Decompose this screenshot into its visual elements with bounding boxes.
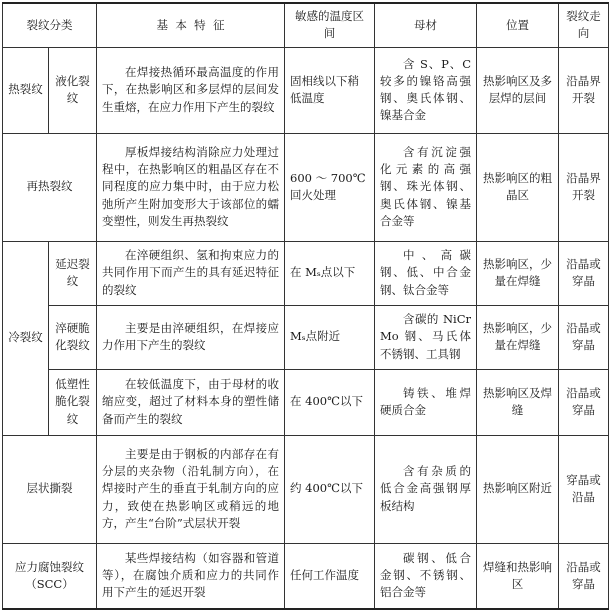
- header-classification: 裂纹分类: [3, 3, 97, 47]
- row-embrittle-crack: [3, 305, 609, 369]
- lamellar-tearing-location: 热影响区附近: [477, 435, 559, 543]
- row-hot-crack: [3, 47, 609, 133]
- lowplastic-crack-temperature: 在 400℃以下: [285, 369, 375, 435]
- embrittle-crack-temperature: Mₛ点附近: [285, 305, 375, 369]
- embrittle-crack-features: 主要是由淬硬组织，在焊接应力作用下产生的裂纹: [97, 305, 285, 369]
- scc-direction: 沿晶或穿晶: [559, 543, 609, 609]
- delayed-crack-direction: 沿晶或穿晶: [559, 241, 609, 305]
- lowplastic-crack-location: 热影响区及焊缝: [477, 369, 559, 435]
- header-location: 位置: [477, 3, 559, 47]
- reheat-crack-material: 含有沉淀强化元素的高强钢、珠光体钢、奥氏体钢、镍基合金等: [375, 133, 477, 241]
- reheat-crack-temperature: 600 ～ 700℃回火处理: [285, 133, 375, 241]
- lamellar-tearing-direction: 穿晶或沿晶: [559, 435, 609, 543]
- lowplastic-crack-material: 铸铁、堆焊硬质合金: [375, 369, 477, 435]
- header-material: 母材: [375, 3, 477, 47]
- delayed-crack-label: 延迟裂纹: [49, 241, 97, 305]
- hot-crack-group: 热裂纹: [3, 47, 49, 133]
- liquation-crack-label: 液化裂纹: [49, 47, 97, 133]
- cold-crack-group: 冷裂纹: [3, 241, 49, 435]
- row-reheat-crack: [3, 133, 609, 241]
- scc-location: 焊缝和热影响区: [477, 543, 559, 609]
- lowplastic-crack-features: 在较低温度下，由于母材的收缩应变，超过了材料本身的塑性储备而产生的裂纹: [97, 369, 285, 435]
- row-scc: [3, 543, 609, 609]
- header-direction: 裂纹走向: [559, 3, 609, 47]
- scc-material: 碳钢、低合金钢、不锈钢、铝合金等: [375, 543, 477, 609]
- scc-label: 应力腐蚀裂纹（SCC）: [3, 543, 97, 609]
- delayed-crack-location: 热影响区，少量在焊缝: [477, 241, 559, 305]
- reheat-crack-features: 厚板焊接结构消除应力处理过程中，在热影响区的粗晶区存在不同程度的应力集中时，由于应力松弛所产生附加变形大于该部位的蠕变塑性，则发生再热裂纹: [97, 133, 285, 241]
- hot-crack-material: 含 S、P、C 较多的镍铬高强钢、奥氏体钢、镍基合金: [375, 47, 477, 133]
- reheat-crack-label: 再热裂纹: [3, 133, 97, 241]
- embrittle-crack-label: 淬硬脆化裂纹: [49, 305, 97, 369]
- embrittle-crack-material: 含碳的 NiCrMo 钢、马氏体不锈钢、工具钢: [375, 305, 477, 369]
- delayed-crack-material: 中、高碳钢、低、中合金钢、钛合金等: [375, 241, 477, 305]
- reheat-crack-location: 热影响区的粗晶区: [477, 133, 559, 241]
- lamellar-tearing-features: 主要是由于钢板的内部存在有分层的夹杂物（沿轧制方向），在焊接时产生的垂直于轧制方向的应力，致使在热影响区或稍远的地方，产生“台阶”式层状开裂: [97, 435, 285, 543]
- reheat-crack-direction: 沿晶界开裂: [559, 133, 609, 241]
- embrittle-crack-location: 热影响区，少量在焊缝: [477, 305, 559, 369]
- header-row: [3, 3, 609, 47]
- hot-crack-features: 在焊接热循环最高温度的作用下，在热影响区和多层焊的层间发生重熔，在应力作用下产生的裂纹: [97, 47, 285, 133]
- lamellar-tearing-temperature: 约 400℃以下: [285, 435, 375, 543]
- crack-classification-table: [2, 2, 609, 610]
- lamellar-tearing-label: 层状撕裂: [3, 435, 97, 543]
- row-lamellar-tearing: [3, 435, 609, 543]
- delayed-crack-features: 在淬硬组织、氢和拘束应力的共同作用下而产生的具有延迟特征的裂纹: [97, 241, 285, 305]
- lowplastic-crack-direction: 沿晶或穿晶: [559, 369, 609, 435]
- scc-temperature: 任何工作温度: [285, 543, 375, 609]
- scc-features: 某些焊接结构（如容器和管道等），在腐蚀介质和应力的共同作用下产生的延迟开裂: [97, 543, 285, 609]
- row-delayed-crack: [3, 241, 609, 305]
- embrittle-crack-direction: 沿晶或穿晶: [559, 305, 609, 369]
- header-features: 基 本 特 征: [97, 3, 285, 47]
- hot-crack-location: 热影响区及多层焊的层间: [477, 47, 559, 133]
- lamellar-tearing-material: 含有杂质的低合金高强钢厚板结构: [375, 435, 477, 543]
- row-lowplastic-crack: [3, 369, 609, 435]
- delayed-crack-temperature: 在 Mₛ点以下: [285, 241, 375, 305]
- header-temperature: 敏感的温度区间: [285, 3, 375, 47]
- hot-crack-direction: 沿晶界开裂: [559, 47, 609, 133]
- lowplastic-crack-label: 低塑性脆化裂纹: [49, 369, 97, 435]
- hot-crack-temperature: 固相线以下稍低温度: [285, 47, 375, 133]
